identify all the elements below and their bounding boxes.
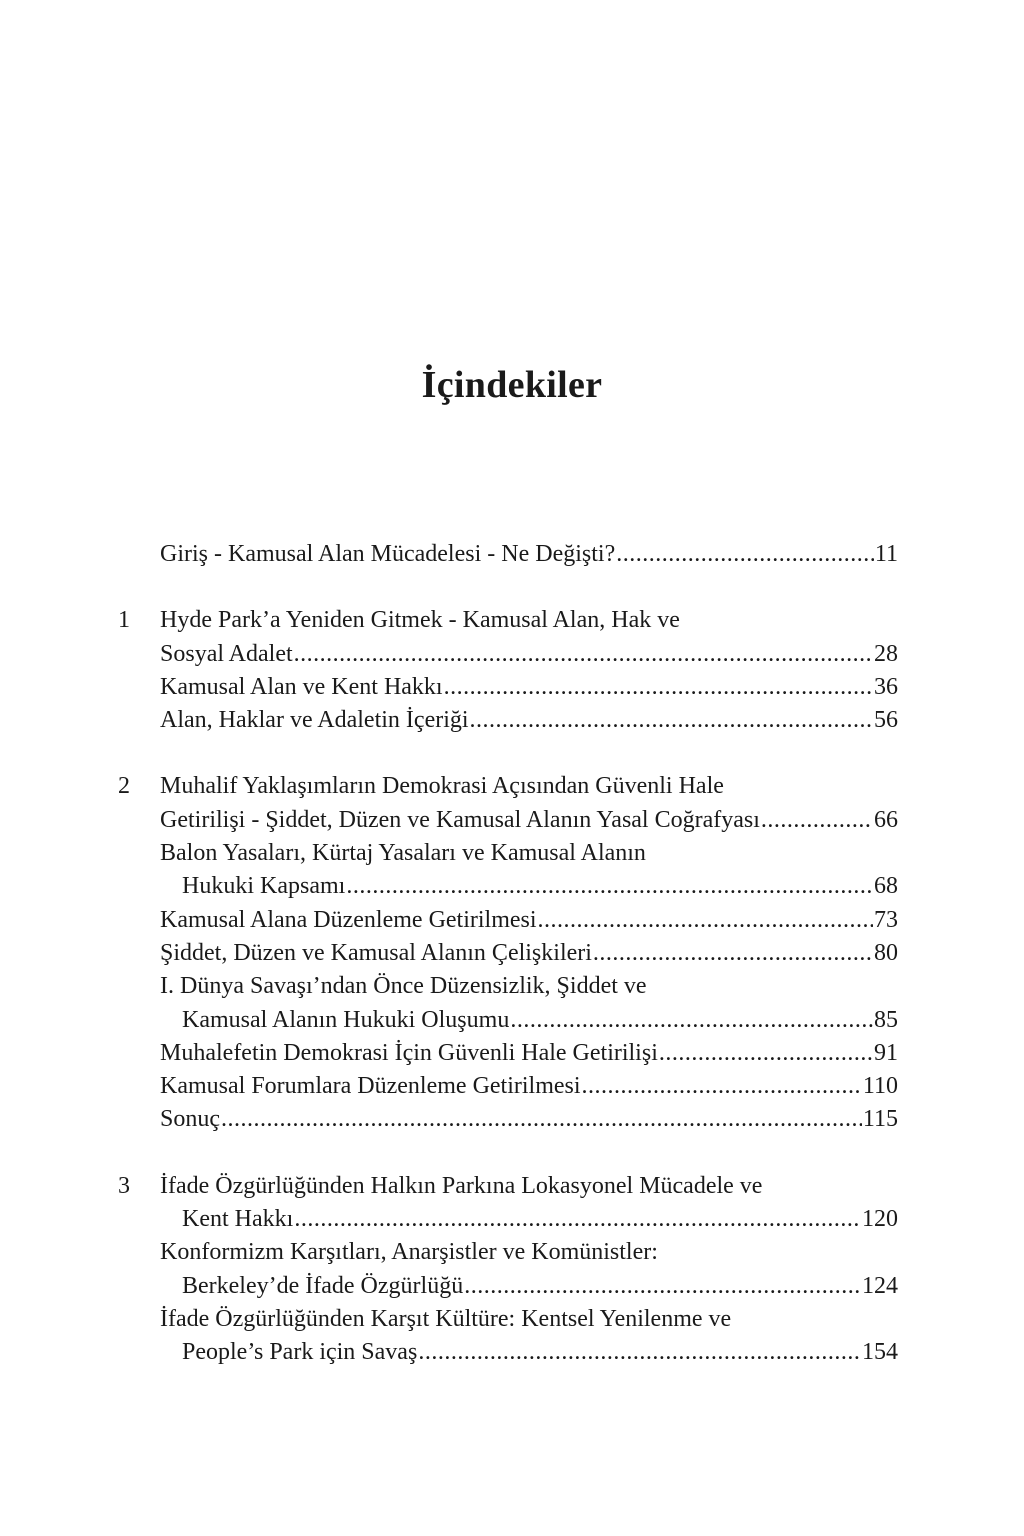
toc-entry[interactable] xyxy=(160,1037,898,1070)
toc-page-number: 85 xyxy=(874,1006,898,1033)
toc-entry-title: Kent Hakkı xyxy=(182,1206,294,1233)
toc-entry-title: Sonuç xyxy=(160,1106,220,1133)
toc-chapter-3 xyxy=(0,1170,1024,1370)
toc-dot-leader xyxy=(538,904,873,937)
toc-entry-title: Kamusal Alana Düzenleme Getirilmesi xyxy=(160,906,537,933)
toc-dot-leader xyxy=(593,937,873,970)
toc-entry[interactable] xyxy=(160,638,898,671)
toc-entry-title: Konformizm Karşıtları, Anarşistler ve Komünistler: xyxy=(160,1239,658,1266)
toc-dot-leader xyxy=(294,638,873,671)
toc-entry[interactable] xyxy=(160,1103,898,1136)
toc-page-number: 56 xyxy=(874,707,898,734)
toc-page-number: 36 xyxy=(874,673,898,700)
toc-page-number: 66 xyxy=(874,806,898,833)
toc-page-number: 68 xyxy=(874,873,898,900)
toc-dot-leader xyxy=(761,804,873,837)
toc-page-number: 73 xyxy=(874,906,898,933)
toc-dot-leader xyxy=(221,1103,862,1136)
toc-entry[interactable] xyxy=(160,1236,898,1269)
toc-page-number: 11 xyxy=(874,541,898,567)
toc-entry[interactable] xyxy=(160,804,898,837)
toc-dot-leader xyxy=(616,538,874,571)
toc-entry-title: Getirilişi - Şiddet, Düzen ve Kamusal Alanın Yasal Coğrafyası xyxy=(160,806,760,833)
toc-entry-title: Kamusal Forumlara Düzenleme Getirilmesi xyxy=(160,1073,581,1100)
toc-entry-title: Sosyal Adalet xyxy=(160,640,293,667)
toc-entry[interactable] xyxy=(182,1336,898,1369)
toc-entry[interactable] xyxy=(182,870,898,903)
toc-entry-title: I. Dünya Savaşı’ndan Önce Düzensizlik, Şiddet ve xyxy=(160,973,647,1000)
chapter-number: 3 xyxy=(118,1172,130,1199)
chapter-number: 2 xyxy=(118,773,130,800)
chapter-number: 1 xyxy=(118,607,130,634)
toc-chapter-2 xyxy=(0,770,1024,1136)
toc-entry-title: Alan, Haklar ve Adaletin İçeriği xyxy=(160,707,469,734)
page-title: İçindekiler xyxy=(421,364,603,407)
toc-intro-section xyxy=(0,538,1024,571)
toc-entry-title: İfade Özgürlüğünden Halkın Parkına Lokasyonel Mücadele ve xyxy=(160,1172,763,1199)
toc-entry[interactable] xyxy=(160,970,898,1003)
toc-dot-leader xyxy=(444,671,873,704)
toc-entry-title: Berkeley’de İfade Özgürlüğü xyxy=(182,1272,464,1299)
toc-entry-title: Şiddet, Düzen ve Kamusal Alanın Çelişkileri xyxy=(160,939,592,966)
toc-dot-leader xyxy=(418,1336,861,1369)
toc-page-number: 115 xyxy=(862,1106,898,1133)
toc-entry-title: Kamusal Alan ve Kent Hakkı xyxy=(160,673,443,700)
toc-page-number: 154 xyxy=(862,1339,898,1366)
toc-page-number: 110 xyxy=(862,1073,898,1100)
toc-page-number: 91 xyxy=(874,1039,898,1066)
toc-dot-leader xyxy=(659,1037,873,1070)
toc-entry-title: People’s Park için Savaş xyxy=(182,1339,418,1366)
toc-entry[interactable] xyxy=(160,770,898,803)
toc-page-number: 80 xyxy=(874,939,898,966)
toc-entry[interactable] xyxy=(182,1270,898,1303)
toc-dot-leader xyxy=(346,870,873,903)
toc-entry[interactable] xyxy=(160,604,898,637)
toc-entry-title: Balon Yasaları, Kürtaj Yasaları ve Kamusal Alanın xyxy=(160,840,646,867)
toc-entry-title: Kamusal Alanın Hukuki Oluşumu xyxy=(182,1006,510,1033)
toc-entry[interactable] xyxy=(160,1170,898,1203)
toc-entry-title: Hukuki Kapsamı xyxy=(182,873,346,900)
toc-dot-leader xyxy=(510,1004,873,1037)
toc-dot-leader xyxy=(582,1070,862,1103)
toc-page-number: 124 xyxy=(862,1272,898,1299)
toc-dot-leader xyxy=(464,1270,861,1303)
toc-entry[interactable] xyxy=(182,1004,898,1037)
toc-entry[interactable] xyxy=(160,671,898,704)
toc-entry-title: Hyde Park’a Yeniden Gitmek - Kamusal Alan, Hak ve xyxy=(160,607,680,634)
table-of-contents xyxy=(0,538,1024,1403)
toc-entry[interactable] xyxy=(160,937,898,970)
toc-dot-leader xyxy=(294,1203,861,1236)
toc-entry-title: İfade Özgürlüğünden Karşıt Kültüre: Kentsel Yenilenme ve xyxy=(160,1305,732,1332)
toc-chapter-1 xyxy=(0,604,1024,737)
toc-page-number: 120 xyxy=(862,1206,898,1233)
toc-entry[interactable] xyxy=(160,538,898,571)
toc-page-number: 28 xyxy=(874,640,898,667)
toc-entry[interactable] xyxy=(160,837,898,870)
toc-entry[interactable] xyxy=(160,904,898,937)
toc-entry-title: Muhalefetin Demokrasi İçin Güvenli Hale Getirilişi xyxy=(160,1039,658,1066)
toc-entry-title: Muhalif Yaklaşımların Demokrasi Açısından Güvenli Hale xyxy=(160,773,724,800)
toc-dot-leader xyxy=(470,704,873,737)
toc-entry[interactable] xyxy=(160,1070,898,1103)
toc-entry[interactable] xyxy=(160,704,898,737)
toc-entry-title: Giriş - Kamusal Alan Mücadelesi - Ne Değişti? xyxy=(160,541,616,567)
toc-entry[interactable] xyxy=(182,1203,898,1236)
toc-entry[interactable] xyxy=(160,1303,898,1336)
